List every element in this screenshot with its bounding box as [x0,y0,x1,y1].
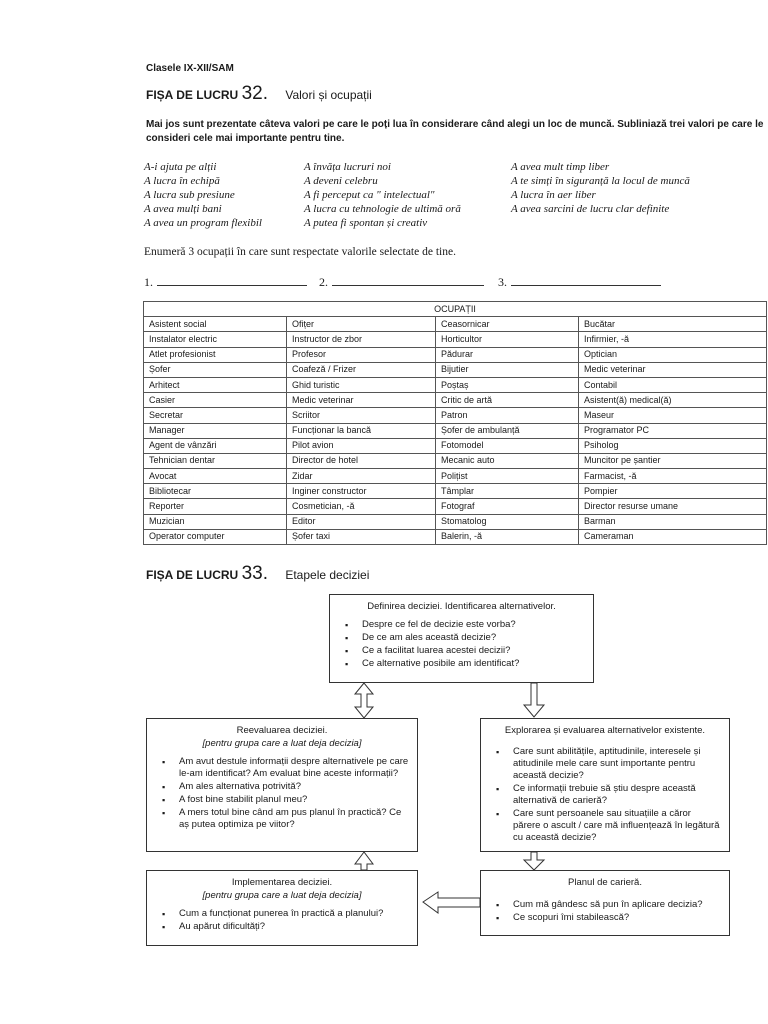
worksheet-number: 32. [241,83,268,104]
worksheet-prefix: FIȘA DE LUCRU [146,568,239,582]
table-cell: Ofițer [287,317,436,332]
table-cell: Coafeză / Frizer [287,362,436,377]
table-cell: Bucătar [579,317,767,332]
list-item: ▪ Am ales alternativa potrivită? [179,781,409,793]
box-subtitle: [pentru grupa care a luat deja decizia] [202,738,362,749]
table-cell: Poștaș [436,377,579,392]
value-item: A putea fi spontan și creativ [304,217,428,229]
enumerate-instruction: Enumeră 3 ocupații în care sunt respectate valorile selectate de tine. [144,246,456,258]
worksheet-number: 33. [241,563,268,584]
value-item: A-i ajuta pe alții [144,161,217,173]
value-item: A lucra sub presiune [144,189,235,201]
table-cell: Asistent(ă) medical(ă) [579,393,767,408]
table-cell: Director resurse umane [579,499,767,514]
table-cell: Tâmplar [436,484,579,499]
box-title: Definirea deciziei. Identificarea alternativelor. [367,601,556,612]
down-arrow-icon [524,683,544,717]
box-title: Reevaluarea deciziei. [236,725,328,736]
table-cell: Profesor [287,347,436,362]
table-cell: Muncitor pe șantier [579,453,767,468]
box-implementare [146,870,418,946]
table-cell: Bijutier [436,362,579,377]
table-cell: Patron [436,408,579,423]
list-item: ▪ De ce am ales această decizie? [362,632,585,644]
blank-number: 3. [498,275,507,289]
table-cell: Infirmier, -ă [579,332,767,347]
table-cell: Director de hotel [287,453,436,468]
table-cell: Polițist [436,469,579,484]
double-arrow-icon [355,683,373,718]
list-item: ▪ A mers totul bine când am pus planul în practică? Ce aș putea optimiza pe viitor? [179,807,409,831]
list-item: ▪ Am avut destule informații despre alternativele pe care le-am identificat? Am evaluat bine aceste informații? [179,756,409,780]
table-cell: Maseur [579,408,767,423]
table-cell: Balerin, -ă [436,529,579,544]
list-item: ▪ Ce informații trebuie să știu despre această alternativă de carieră? [513,783,721,807]
table-cell: Reporter [144,499,287,514]
list-item: ▪ Ce a facilitat luarea acestei decizii? [362,645,585,657]
box-title: Implementarea deciziei. [231,877,333,888]
list-item: ▪ Ce scopuri îmi stabilească? [513,912,721,924]
table-cell: Medic veterinar [579,362,767,377]
table-cell: Ceasornicar [436,317,579,332]
table-cell: Scriitor [287,408,436,423]
table-cell: Agent de vânzări [144,438,287,453]
list-item: ▪ Cum a funcționat punerea în practică a planului? [179,908,409,920]
table-cell: Asistent social [144,317,287,332]
table-cell: Pădurar [436,347,579,362]
table-cell: Șofer taxi [287,529,436,544]
table-cell: Pilot avion [287,438,436,453]
table-cell: Tehnician dentar [144,453,287,468]
table-cell: Pompier [579,484,767,499]
box-definire [329,594,594,683]
table-cell: Manager [144,423,287,438]
list-item: ▪ Care sunt abilitățile, aptitudinile, interesele și atitudinile mele care sunt importante pentru această decizie? [513,746,721,782]
table-cell: Cameraman [579,529,767,544]
value-item: A fi perceput ca " intelectual" [304,189,435,201]
table-cell: Ghid turistic [287,377,436,392]
value-item: A lucra în aer liber [511,189,596,201]
table-cell: Fotograf [436,499,579,514]
table-cell: Stomatolog [436,514,579,529]
box-title: Planul de carieră. [568,877,642,888]
value-item: A lucra cu tehnologie de ultimă oră [304,203,461,215]
table-cell: Editor [287,514,436,529]
value-item: A avea un program flexibil [144,217,262,229]
table-cell: Avocat [144,469,287,484]
table-cell: Atlet profesionist [144,347,287,362]
table-cell: Medic veterinar [287,393,436,408]
table-cell: Farmacist, -ă [579,469,767,484]
table-cell: Critic de artă [436,393,579,408]
list-item: ▪ A fost bine stabilit planul meu? [179,794,409,806]
table-cell: Arhitect [144,377,287,392]
down-arrow-icon [524,852,544,870]
table-cell: Șofer de ambulanță [436,423,579,438]
table-cell: Horticultor [436,332,579,347]
up-arrow-icon [355,852,373,870]
table-cell: Secretar [144,408,287,423]
table-cell: Inginer constructor [287,484,436,499]
value-item: A avea mult timp liber [511,161,610,173]
table-cell: Funcționar la bancă [287,423,436,438]
worksheet-subtitle: Etapele deciziei [285,568,370,582]
table-cell: Psiholog [579,438,767,453]
list-item: ▪ Cum mă gândesc să pun în aplicare decizia? [513,899,721,911]
table-cell: Contabil [579,377,767,392]
blank-number: 1. [144,275,153,289]
box-reevaluare [146,718,418,852]
value-item: A avea mulți bani [144,203,222,215]
table-cell: Fotomodel [436,438,579,453]
table-header: OCUPAȚII [144,302,767,317]
box-subtitle: [pentru grupa care a luat deja decizia] [202,890,362,901]
worksheet-subtitle: Valori și ocupații [285,88,372,102]
table-cell: Casier [144,393,287,408]
table-cell: Barman [579,514,767,529]
list-item: ▪ Care sunt persoanele sau situațiile a căror părere o ascult / care mă influențează în legătură cu această decizie? [513,808,721,844]
box-plan [480,870,730,936]
worksheet-prefix: FIȘA DE LUCRU [146,88,239,102]
table-cell: Programator PC [579,423,767,438]
table-cell: Muzician [144,514,287,529]
table-cell: Operator computer [144,529,287,544]
list-item: ▪ Ce alternative posibile am identificat? [362,658,585,670]
table-cell: Șofer [144,362,287,377]
grade-label: Clasele IX-XII/SAM [146,63,234,74]
instructions: Mai jos sunt prezentate câteva valori pe care le poți lua în considerare când alegi un loc de muncă. Subliniază trei valori pe care le consideri cele mai importante pentru tine. [146,119,764,144]
table-cell: Optician [579,347,767,362]
table-cell: Bibliotecar [144,484,287,499]
value-item: A lucra în echipă [144,175,220,187]
table-cell: Zidar [287,469,436,484]
value-item: A învăța lucruri noi [304,161,391,173]
table-cell: Instalator electric [144,332,287,347]
list-item: ▪ Au apărut dificultăți? [179,921,409,933]
table-cell: Mecanic auto [436,453,579,468]
value-item: A avea sarcini de lucru clar definite [511,203,670,215]
value-item: A te simți în siguranță la locul de muncă [511,175,690,187]
table-cell: Instructor de zbor [287,332,436,347]
value-item: A deveni celebru [304,175,378,187]
list-item: ▪ Despre ce fel de decizie este vorba? [362,619,585,631]
left-arrow-icon [423,892,480,913]
table-cell: Cosmetician, -ă [287,499,436,514]
blank-number: 2. [319,275,328,289]
box-explorare [480,718,730,852]
box-title: Explorarea și evaluarea alternativelor existente. [504,725,706,736]
